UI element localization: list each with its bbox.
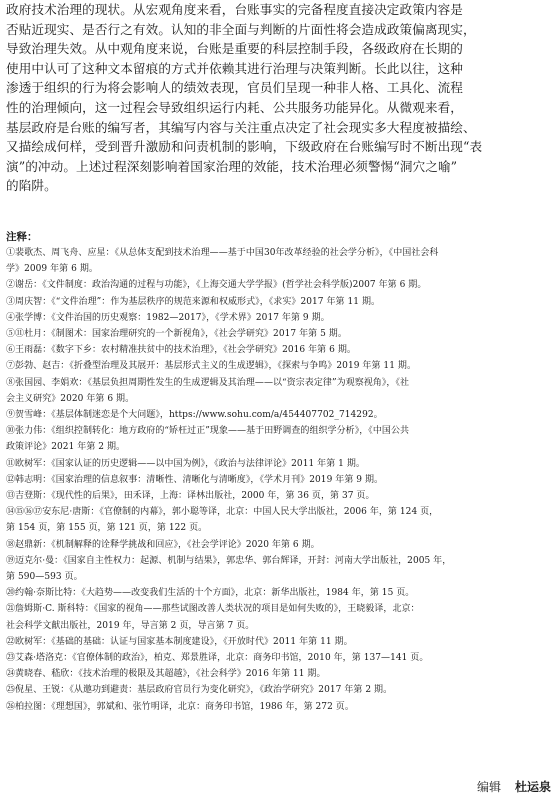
body-text [6,0,553,196]
note-line: ⑧张国园、李娟欢：《基层负担周期性发生的生成逻辑及其治理——以“资宗表定律”为观察视角》，《社 [6,377,410,388]
body-line: 基层政府是台账的编写者，其编写内容与关注重点决定了社会现实多大程度被描绘、 [6,119,476,135]
body-line: 演”的冲动。上述过程深刻影响着国家治理的效能，技术治理必须警惕“洞穴之喻” [6,158,458,174]
note-line: ④张学博：《文件治国的历史观察：1982—2017》，《学术界》2017 年第 9 期。 [6,312,330,323]
note-line: ⑬吉登斯：《现代性的后果》，田禾译，上海：译林出版社，2000 年，第 36 页，第 37 页。 [6,490,375,501]
note-line: ⑩张力伟：《组织控制转化：地方政府的“矫枉过正”现象——基于田野调查的组织学分析》，《中国公共 [6,426,410,437]
note-line: ㉓艾森·塔洛克：《官僚体制的政治》，柏克、郑景胜译，北京：商务印书馆，2010 年，第 137—141 页。 [6,653,429,664]
body-line: 政府技术治理的现状。从宏观角度来看，台账事实的完备程度直接决定政策内容是 [6,2,463,17]
note-line: ⑤⑪杜月：《制图术：国家治理研究的一个新视角》，《社会学研究》2017 年第 5 期。 [6,328,347,339]
body-line: 又描绘成何样，受到晋升激励和问责机制的影响，下级政府在台账编写时不断出现“表 [6,139,483,155]
note-line: ⑥王雨磊：《数字下乡：农村精准扶贫中的技术治理》，《社会学研究》2016 年第 6 期。 [6,345,356,356]
note-line: ㉖柏拉图：《理想国》，郭斌和、张竹明译，北京：商务印书馆，1986 年，第 272 页。 [6,701,354,712]
note-line: ⑭⑮⑯⑰安东尼·唐斯：《官僚制的内幕》，郭小聪等译，北京：中国人民大学出版社，2006 年，第 124 页， [6,507,439,518]
body-line: 导致治理失效。从中观角度来说，台账是重要的科层控制手段，各级政府在长期的 [6,41,463,57]
note-line: ②谢岳：《文件制度：政治沟通的过程与功能》，《上海交通大学学报》(哲学社会科学版)2007 年第 6 期。 [6,280,427,291]
note-line: 第 154 页，第 155 页，第 121 页，第 122 页。 [6,523,208,534]
editor-credit [477,778,551,795]
note-line: ⑲迈克尔·曼：《国家自主性权力：起源、机制与结果》，郭忠华、郭台辉译，开封：河南大学出版社，2005 年， [6,555,452,566]
note-line: ㉒欧树军：《基础的基础：认证与国家基本制度建设》，《开放时代》2011 年第 11 期。 [6,636,353,647]
note-line: ①裴歌杰、周飞舟、应星：《从总体支配到技术治理——基于中国30年改革经验的社会学分析》，《中国社会科 [6,247,439,258]
editor-name: 杜运泉 [514,780,551,794]
note-line: ㉕倪星、王锐：《从邀功到避责：基层政府官员行为变化研究》，《政治学研究》2017 年第 2 期。 [6,685,393,696]
editor-label: 编辑 [476,780,501,794]
notes-list [6,245,553,715]
note-line: ⑳约翰·奈斯比特：《大趋势——改变我们生活的十个方面》，北京：新华出版社，1984 年，第 15 页。 [6,588,415,599]
notes-heading: 注释： [6,230,38,243]
note-line: 政策评论》2021 年第 2 期。 [6,442,126,453]
note-line: ⑦彭勃、赵吉：《折叠型治理及其展开：基层形式主义的生成逻辑》，《探索与争鸣》2019 年第 11 期。 [6,361,416,372]
note-line: ⑨贺雪峰：《基层体制迷恋是个大问题》，https://www.sohu.com/a/454407702_714292。 [6,409,383,420]
body-line: 渗透于组织的行为将会影响人的绩效表现，官员们呈现一种非人格、工具化、流程 [6,80,463,96]
body-line: 的陷阱。 [6,178,57,194]
note-line: 社会科学文献出版社，2019 年，导言第 2 页，导言第 7 页。 [6,620,255,631]
article-page [6,0,553,715]
note-line: 第 590—593 页。 [6,572,83,582]
body-line: 否贴近现实、是否行之有效。认知的非全面与判断的片面性将会造成政策偏离现实， [6,21,476,37]
body-line: 使用中认可了这种文本留痕的方式并依赖其进行治理与决策判断。长此以往，这种 [6,60,463,76]
note-line: 会主义研究》2020 年第 6 期。 [6,393,135,404]
note-line: ㉔黄晓春、嵇欣：《技术治理的极限及其超越》，《社会科学》2016 年第 11 期。 [6,669,326,680]
note-line: ㉑詹姆斯·C. 斯科特：《国家的视角——那些试图改善人类状况的项目是如何失败的》，王晓毅译，北京： [6,604,420,615]
note-line: ⑱赵鼎新：《机制解释的诠释学挑战和回应》，《社会学评论》2020 年第 6 期。 [6,539,320,550]
note-line: 学》2009 年第 6 期。 [6,264,98,275]
note-line: ③周庆智：《“文件治理”：作为基层秩序的规范来源和权威形式》，《求实》2017 年第 11 期。 [6,296,381,307]
note-line: ⑫韩志明：《国家治理的信息叙事：清晰性、清晰化与清晰度》，《学术月刊》2019 年第 9 期。 [6,474,384,485]
body-line: 性的治理倾向，这一过程会导致组织运行内耗、公共服务功能异化。从微观来看， [6,99,463,115]
note-line: ⑪欧树军：《国家认证的历史逻辑——以中国为例》，《政治与法律评论》2011 年第 1 期。 [6,458,365,469]
